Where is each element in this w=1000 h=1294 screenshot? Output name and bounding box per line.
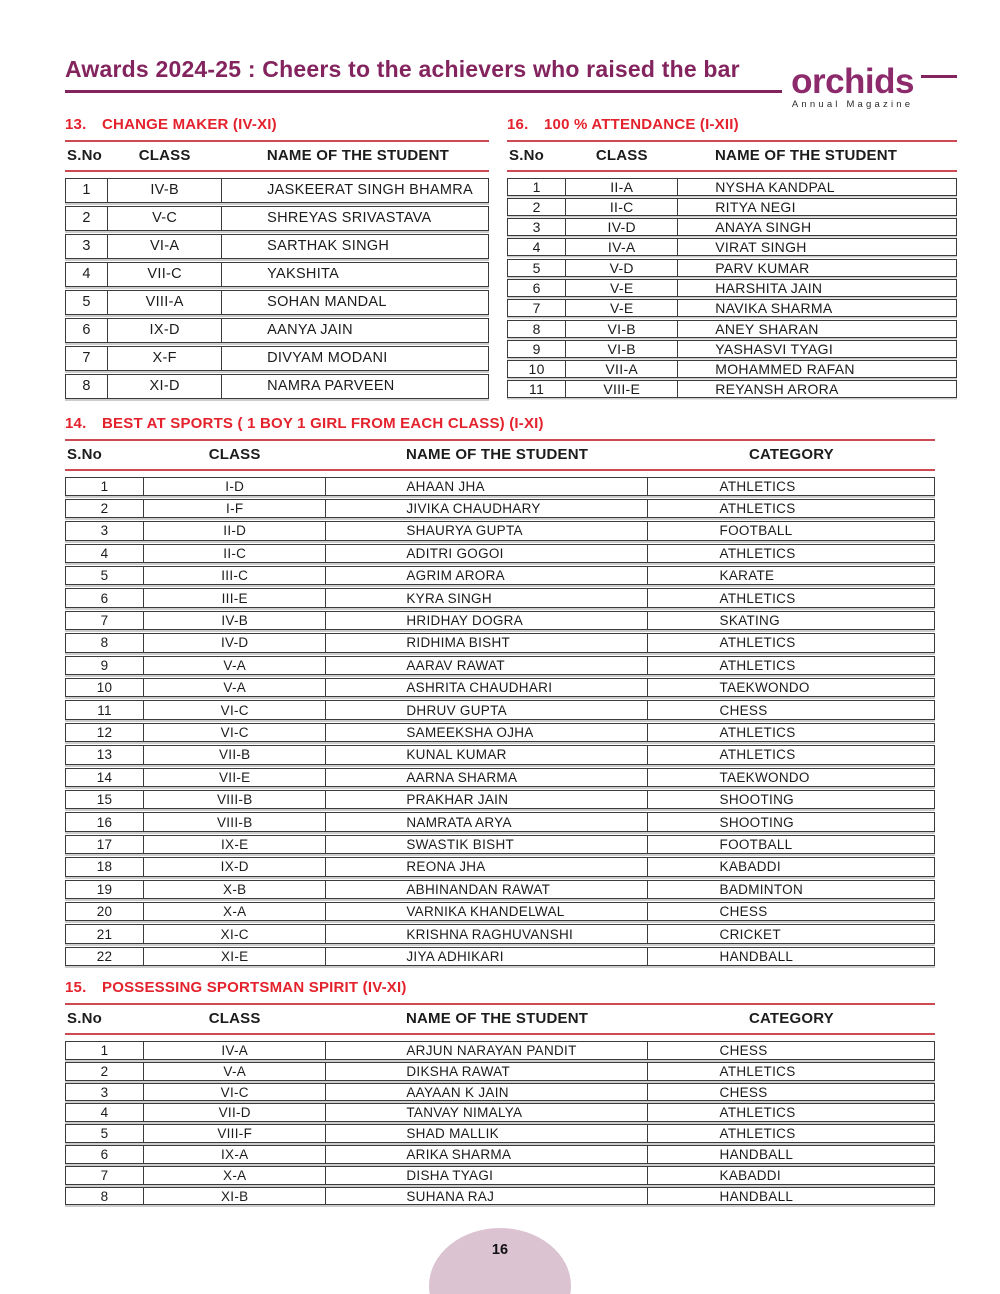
section-best-at-sports — [65, 415, 935, 967]
section-title: CHANGE MAKER (IV-XI) — [102, 115, 277, 133]
table-cell: ATHLETICS — [719, 1063, 796, 1079]
table-cell: III-C — [144, 567, 326, 584]
table-cell: 8 — [66, 1188, 144, 1205]
table-cell: 1 — [508, 179, 566, 195]
table-cell: IV-A — [566, 239, 678, 255]
table-cell: SHAD MALLIK — [326, 1125, 647, 1142]
table-cell: YASHASVI TYAGI — [715, 340, 834, 357]
table-cell: 5 — [66, 1125, 144, 1142]
table-cell: VII-C — [108, 263, 222, 286]
table-cell: VIII-B — [144, 813, 326, 830]
table-cell: 16 — [66, 813, 144, 830]
section-number: 15. — [65, 979, 87, 997]
table-header-row — [507, 140, 957, 172]
table-cell: 7 — [66, 612, 144, 629]
table-cell: VI-B — [566, 321, 678, 337]
table-row — [65, 290, 489, 315]
table-cell: NAMRA PARVEEN — [267, 378, 395, 394]
table-cell: SARTHAK SINGH — [267, 238, 390, 254]
table-cell: DISHA TYAGI — [326, 1167, 647, 1184]
table-row — [65, 723, 935, 742]
table-cell: SHOOTING — [719, 814, 794, 830]
table-cell: 6 — [66, 589, 144, 606]
section-attendance — [507, 116, 957, 402]
table-row — [507, 218, 957, 236]
table-cell: NAMRATA ARYA — [326, 813, 647, 830]
table-cell: ATHLETICS — [719, 545, 796, 561]
table-cell: 22 — [66, 948, 144, 965]
table-cell: I-D — [144, 478, 326, 495]
table-cell: 1 — [66, 179, 108, 202]
table-cell: VI-C — [144, 1084, 326, 1101]
table-cell: ATHLETICS — [719, 501, 796, 517]
table-row — [65, 700, 935, 719]
table-row — [65, 857, 935, 876]
table-cell: TAEKWONDO — [719, 769, 810, 785]
table-cell: AHAAN JHA — [326, 478, 647, 495]
table-row — [65, 1124, 935, 1143]
section-heading — [65, 979, 935, 996]
table-cell: 3 — [508, 219, 566, 235]
table-cell: 14 — [66, 769, 144, 786]
table-cell: VARNIKA KHANDELWAL — [326, 903, 647, 920]
table-cell: VII-D — [144, 1104, 326, 1121]
table-cell: V-A — [144, 1063, 326, 1080]
column-header-sno: S.No — [67, 146, 102, 164]
section-number: 16. — [507, 115, 529, 133]
table-row — [65, 206, 489, 231]
table-row — [65, 566, 935, 585]
table-cell: YAKSHITA — [267, 266, 340, 282]
table-cell: 7 — [66, 347, 108, 370]
table-cell: ATHLETICS — [719, 1126, 796, 1142]
table-cell: KYRA SINGH — [326, 589, 647, 606]
table-cell: 3 — [66, 522, 144, 539]
table-cell: ARJUN NARAYAN PANDIT — [326, 1042, 647, 1059]
table-row — [507, 380, 957, 398]
table-row — [65, 790, 935, 809]
table-cell: ARIKA SHARMA — [326, 1146, 647, 1163]
table-row — [65, 1083, 935, 1102]
table-row — [65, 924, 935, 943]
table-cell: XI-E — [144, 948, 326, 965]
table-cell: FOOTBALL — [719, 523, 793, 539]
table-cell: VII-E — [144, 769, 326, 786]
table-cell: 4 — [66, 263, 108, 286]
table-cell: VI-C — [144, 724, 326, 741]
table-row — [507, 198, 957, 216]
table-cell: CHESS — [719, 702, 768, 718]
table-cell: HRIDHAY DOGRA — [326, 612, 647, 629]
table-cell: HANDBALL — [719, 1146, 794, 1162]
table-cell: IX-E — [144, 836, 326, 853]
table-cell: VII-A — [566, 361, 678, 377]
table-cell: MOHAMMED RAFAN — [715, 361, 855, 378]
table-cell: KABADDI — [719, 859, 781, 875]
table-header-row — [65, 1003, 935, 1035]
table-row — [65, 633, 935, 652]
table-cell: XI-D — [108, 375, 222, 398]
table-cell: 4 — [66, 545, 144, 562]
page-number-oval — [429, 1228, 571, 1294]
table-cell: IX-A — [144, 1146, 326, 1163]
table-cell: VII-B — [144, 746, 326, 763]
table-cell: JIYA ADHIKARI — [326, 948, 647, 965]
table-cell: HARSHITA JAIN — [715, 279, 823, 296]
table-cell: CRICKET — [719, 926, 781, 942]
table-cell: 4 — [508, 239, 566, 255]
table-cell: 21 — [66, 925, 144, 942]
table-cell: REYANSH ARORA — [715, 381, 839, 398]
column-header-sno: S.No — [67, 1010, 102, 1028]
table-cell: ATHLETICS — [719, 1105, 796, 1121]
table-cell: 5 — [66, 567, 144, 584]
logo-wordmark: orchids — [791, 62, 914, 102]
column-header-category: CATEGORY — [748, 1010, 834, 1028]
table-cell: RIDHIMA BISHT — [326, 634, 647, 651]
table-cell: VI-C — [144, 701, 326, 718]
table-cell: ATHLETICS — [719, 635, 796, 651]
table-cell: SAMEEKSHA OJHA — [326, 724, 647, 741]
table-cell: ABHINANDAN RAWAT — [326, 881, 647, 898]
table-row — [65, 318, 489, 343]
table-cell: 6 — [66, 1146, 144, 1163]
table-row — [65, 477, 935, 496]
table-row — [65, 178, 489, 203]
table-cell: 11 — [66, 701, 144, 718]
column-header-class: CLASS — [208, 1010, 261, 1028]
table-cell: BADMINTON — [719, 881, 803, 897]
change-maker-table — [65, 178, 489, 399]
table-cell: AAYAAN K JAIN — [326, 1084, 647, 1101]
masthead-left — [65, 56, 782, 93]
table-cell: DHRUV GUPTA — [326, 701, 647, 718]
table-cell: VIII-F — [144, 1125, 326, 1142]
table-cell: 5 — [66, 291, 108, 314]
column-header-sno: S.No — [67, 445, 102, 463]
column-header-category: CATEGORY — [748, 445, 834, 463]
table-row — [65, 745, 935, 764]
table-cell: 3 — [66, 1084, 144, 1101]
table-cell: ATHLETICS — [719, 724, 796, 740]
column-header-class: CLASS — [138, 146, 191, 164]
table-cell: V-A — [144, 657, 326, 674]
section-number: 14. — [65, 414, 87, 432]
table-cell: 8 — [66, 634, 144, 651]
table-cell: 9 — [508, 341, 566, 357]
table-cell: AANYA JAIN — [267, 322, 353, 338]
table-cell: 8 — [66, 375, 108, 398]
table-cell: SHAURYA GUPTA — [326, 522, 647, 539]
table-row — [65, 656, 935, 675]
table-cell: ATHLETICS — [719, 657, 796, 673]
table-cell: II-C — [144, 545, 326, 562]
table-row — [65, 1166, 935, 1185]
table-cell: KABADDI — [719, 1167, 781, 1183]
table-cell: IX-D — [108, 319, 222, 342]
table-cell: FOOTBALL — [719, 836, 793, 852]
table-cell: V-D — [566, 260, 678, 276]
column-header-name: NAME OF THE STUDENT — [405, 1010, 589, 1028]
table-cell: PRAKHAR JAIN — [326, 791, 647, 808]
table-row — [65, 521, 935, 540]
table-header-row — [65, 140, 489, 172]
table-cell: JASKEERAT SINGH BHAMRA — [267, 182, 474, 198]
table-cell: SHOOTING — [719, 792, 794, 808]
table-row — [65, 1062, 935, 1081]
table-cell: CHESS — [719, 1084, 768, 1100]
section-title: 100 % ATTENDANCE (I-XII) — [544, 115, 739, 133]
table-cell: AARNA SHARMA — [326, 769, 647, 786]
table-row — [65, 346, 489, 371]
table-cell: 5 — [508, 260, 566, 276]
table-row — [65, 947, 935, 966]
table-cell: HANDBALL — [719, 1188, 794, 1204]
table-cell: TANVAY NIMALYA — [326, 1104, 647, 1121]
column-header-name: NAME OF THE STUDENT — [715, 146, 898, 164]
table-cell: HANDBALL — [719, 948, 794, 964]
table-row — [65, 1145, 935, 1164]
table-row — [65, 262, 489, 287]
table-cell: IV-A — [144, 1042, 326, 1059]
table-cell: 9 — [66, 657, 144, 674]
table-cell: VIII-E — [566, 381, 678, 397]
table-cell: 1 — [66, 478, 144, 495]
page-number: 16 — [491, 1242, 509, 1258]
table-cell: XI-B — [144, 1188, 326, 1205]
table-row — [65, 880, 935, 899]
table-row — [65, 1187, 935, 1206]
table-cell: KARATE — [719, 568, 775, 584]
table-cell: X-A — [144, 903, 326, 920]
table-cell: VIII-A — [108, 291, 222, 314]
page-title: Awards 2024-25 : Cheers to the achievers who raised the bar — [65, 56, 740, 82]
table-cell: 2 — [66, 500, 144, 517]
table-row — [65, 678, 935, 697]
table-cell: 7 — [508, 300, 566, 316]
table-cell: 11 — [508, 381, 566, 397]
table-cell: ASHRITA CHAUDHARI — [326, 679, 647, 696]
table-row — [65, 611, 935, 630]
section-number: 13. — [65, 115, 87, 133]
table-cell: 2 — [508, 199, 566, 215]
best-at-sports-table — [65, 477, 935, 967]
table-cell: DIVYAM MODANI — [267, 350, 388, 366]
table-cell: II-A — [566, 179, 678, 195]
table-cell: IV-D — [144, 634, 326, 651]
section-change-maker — [65, 116, 489, 402]
table-cell: JIVIKA CHAUDHARY — [326, 500, 647, 517]
top-sections-row — [65, 116, 957, 402]
table-cell: NYSHA KANDPAL — [715, 178, 835, 195]
column-header-class: CLASS — [208, 445, 261, 463]
section-heading — [65, 415, 935, 432]
table-cell: X-B — [144, 881, 326, 898]
section-sportsman-spirit — [65, 979, 935, 1205]
table-cell: 15 — [66, 791, 144, 808]
masthead-rule-short — [921, 75, 957, 78]
table-cell: SWASTIK BISHT — [326, 836, 647, 853]
table-cell: 20 — [66, 903, 144, 920]
table-row — [507, 238, 957, 256]
table-cell: V-C — [108, 207, 222, 230]
table-cell: 4 — [66, 1104, 144, 1121]
table-cell: AARAV RAWAT — [326, 657, 647, 674]
table-cell: 17 — [66, 836, 144, 853]
table-row — [65, 499, 935, 518]
section-title: BEST AT SPORTS ( 1 BOY 1 GIRL FROM EACH CLASS) (I-XI) — [102, 414, 544, 432]
table-cell: 7 — [66, 1167, 144, 1184]
table-cell: IX-D — [144, 858, 326, 875]
table-row — [65, 544, 935, 563]
table-cell: V-A — [144, 679, 326, 696]
table-row — [507, 259, 957, 277]
table-row — [507, 178, 957, 196]
table-cell: 10 — [66, 679, 144, 696]
table-cell: VI-B — [566, 341, 678, 357]
masthead-rule — [65, 90, 782, 93]
table-cell: SKATING — [719, 613, 780, 629]
table-cell: KUNAL KUMAR — [326, 746, 647, 763]
table-cell: NAVIKA SHARMA — [715, 300, 833, 317]
table-row — [507, 340, 957, 358]
table-cell: VIRAT SINGH — [715, 239, 807, 256]
section-title: POSSESSING SPORTSMAN SPIRIT (IV-XI) — [102, 979, 407, 997]
table-row — [65, 374, 489, 399]
table-cell: 6 — [508, 280, 566, 296]
table-cell: IV-B — [108, 179, 222, 202]
table-cell: 13 — [66, 746, 144, 763]
section-heading — [65, 116, 489, 133]
table-cell: I-F — [144, 500, 326, 517]
table-cell: PARV KUMAR — [715, 259, 810, 276]
table-cell: SHREYAS SRIVASTAVA — [267, 210, 432, 226]
table-row — [507, 360, 957, 378]
table-cell: 3 — [66, 235, 108, 258]
column-header-sno: S.No — [509, 146, 544, 164]
masthead — [65, 0, 957, 110]
table-cell: ATHLETICS — [719, 747, 796, 763]
table-cell: VI-A — [108, 235, 222, 258]
table-cell: REONA JHA — [326, 858, 647, 875]
orchids-logo — [791, 62, 914, 110]
table-cell: III-E — [144, 589, 326, 606]
table-row — [65, 902, 935, 921]
table-cell: KRISHNA RAGHUVANSHI — [326, 925, 647, 942]
table-row — [507, 320, 957, 338]
table-cell: ADITRI GOGOI — [326, 545, 647, 562]
table-cell: V-E — [566, 280, 678, 296]
table-cell: VIII-B — [144, 791, 326, 808]
table-cell: ANAYA SINGH — [715, 219, 812, 236]
table-row — [65, 768, 935, 787]
table-row — [65, 234, 489, 259]
table-cell: AGRIM ARORA — [326, 567, 647, 584]
table-row — [507, 279, 957, 297]
table-cell: 6 — [66, 319, 108, 342]
table-cell: XI-C — [144, 925, 326, 942]
table-cell: 8 — [508, 321, 566, 337]
table-cell: 2 — [66, 1063, 144, 1080]
table-cell: 19 — [66, 881, 144, 898]
table-cell: CHESS — [719, 904, 768, 920]
table-cell: SUHANA RAJ — [326, 1188, 647, 1205]
table-cell: V-E — [566, 300, 678, 316]
table-cell: ATHLETICS — [719, 478, 796, 494]
column-header-name: NAME OF THE STUDENT — [266, 146, 449, 164]
table-cell: 12 — [66, 724, 144, 741]
table-row — [507, 299, 957, 317]
table-cell: X-F — [108, 347, 222, 370]
table-cell: 2 — [66, 207, 108, 230]
section-heading — [507, 116, 957, 133]
table-cell: TAEKWONDO — [719, 680, 810, 696]
table-row — [65, 812, 935, 831]
table-header-row — [65, 439, 935, 471]
table-cell: IV-D — [566, 219, 678, 235]
table-cell: II-D — [144, 522, 326, 539]
attendance-table — [507, 178, 957, 399]
table-row — [65, 588, 935, 607]
table-cell: CHESS — [719, 1042, 768, 1058]
table-cell: DIKSHA RAWAT — [326, 1063, 647, 1080]
table-cell: ANEY SHARAN — [715, 320, 819, 337]
table-cell: 1 — [66, 1042, 144, 1059]
table-cell: 10 — [508, 361, 566, 377]
column-header-class: CLASS — [595, 146, 648, 164]
sportsman-spirit-table — [65, 1041, 935, 1205]
table-row — [65, 1041, 935, 1060]
table-cell: IV-B — [144, 612, 326, 629]
table-cell: II-C — [566, 199, 678, 215]
table-cell: ATHLETICS — [719, 590, 796, 606]
table-cell: 18 — [66, 858, 144, 875]
table-cell: RITYA NEGI — [715, 198, 796, 215]
table-cell: X-A — [144, 1167, 326, 1184]
table-row — [65, 835, 935, 854]
logo-tagline: Annual Magazine — [791, 99, 914, 110]
column-header-name: NAME OF THE STUDENT — [405, 445, 589, 463]
table-row — [65, 1103, 935, 1122]
table-cell: SOHAN MANDAL — [267, 294, 387, 310]
